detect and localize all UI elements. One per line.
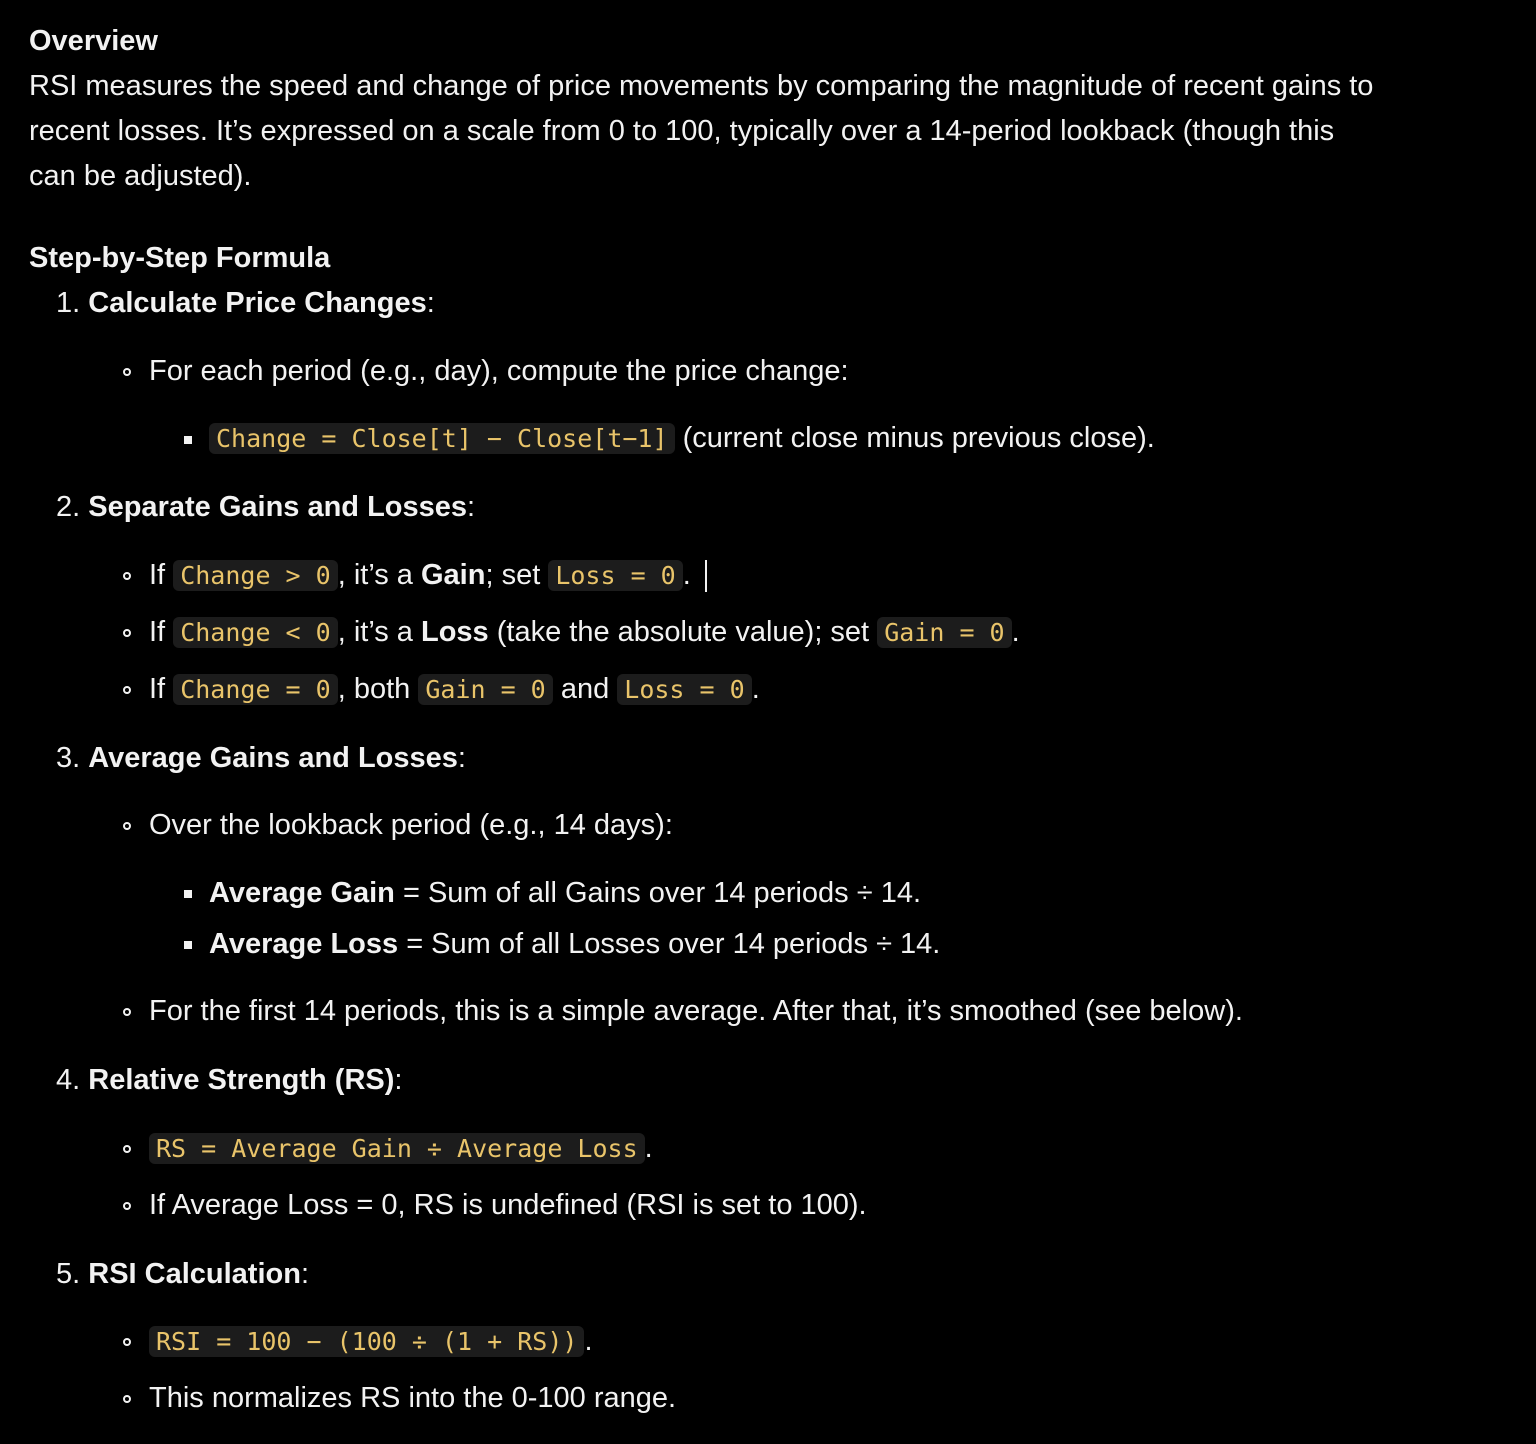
- square-bullet: [184, 890, 192, 898]
- step-3-bullet: Over the lookback period (e.g., 14 days):: [149, 809, 673, 841]
- circle-bullet: [123, 368, 131, 376]
- circle-bullet: [123, 572, 131, 580]
- average-loss-line: Average Loss = Sum of all Losses over 14 periods ÷ 14.: [209, 928, 941, 960]
- step-1-bullet: For each period (e.g., day), compute the price change:: [149, 355, 849, 387]
- circle-bullet: [123, 629, 131, 637]
- overview-line-1: RSI measures the speed and change of price movements by comparing the magnitude of recent gains to: [29, 70, 1374, 102]
- step-2-rule-loss: If Change < 0 , it’s a Loss (take the absolute value); set Gain = 0 .: [149, 616, 1020, 648]
- circle-bullet: [123, 686, 131, 694]
- text-cursor: [705, 560, 707, 592]
- formula-heading: Step-by-Step Formula: [29, 242, 331, 274]
- circle-bullet: [123, 822, 131, 830]
- step-2-rule-gain: If Change > 0 , it’s a Gain; set Loss = 0 .: [149, 557, 707, 594]
- step-1-heading: 1. Calculate Price Changes:: [56, 287, 435, 319]
- circle-bullet: [123, 1145, 131, 1153]
- square-bullet: [184, 436, 192, 444]
- square-bullet: [184, 941, 192, 949]
- step-3-heading: 3. Average Gains and Losses:: [56, 742, 466, 774]
- circle-bullet: [123, 1202, 131, 1210]
- circle-bullet: [123, 1008, 131, 1016]
- overview-heading: Overview: [29, 25, 158, 57]
- step-4-heading: 4. Relative Strength (RS):: [56, 1064, 403, 1096]
- step-1-formula: Change = Close[t] − Close[t−1] (current close minus previous close).: [209, 420, 1155, 457]
- step-3-smoothing-note: For the first 14 periods, this is a simple average. After that, it’s smoothed (see below).: [149, 995, 1243, 1027]
- overview-line-2: recent losses. It’s expressed on a scale from 0 to 100, typically over a 14-period lookback (though this: [29, 115, 1335, 147]
- rsi-formula: RSI = 100 − (100 ÷ (1 + RS)) .: [149, 1323, 593, 1360]
- circle-bullet: [123, 1338, 131, 1346]
- step-2-rule-zero: If Change = 0 , both Gain = 0 and Loss = 0 .: [149, 673, 760, 705]
- overview-line-3: can be adjusted).: [29, 160, 252, 192]
- step-2-heading: 2. Separate Gains and Losses:: [56, 491, 476, 523]
- rsi-normalize-note: This normalizes RS into the 0-100 range.: [149, 1382, 677, 1414]
- rs-undefined-note: If Average Loss = 0, RS is undefined (RSI is set to 100).: [149, 1189, 867, 1221]
- average-gain-line: Average Gain = Sum of all Gains over 14 periods ÷ 14.: [209, 877, 922, 909]
- change-code: Change = Close[t] − Close[t−1]: [209, 423, 675, 454]
- circle-bullet: [123, 1395, 131, 1403]
- step-5-heading: 5. RSI Calculation:: [56, 1258, 310, 1290]
- rs-formula: RS = Average Gain ÷ Average Loss .: [149, 1130, 653, 1167]
